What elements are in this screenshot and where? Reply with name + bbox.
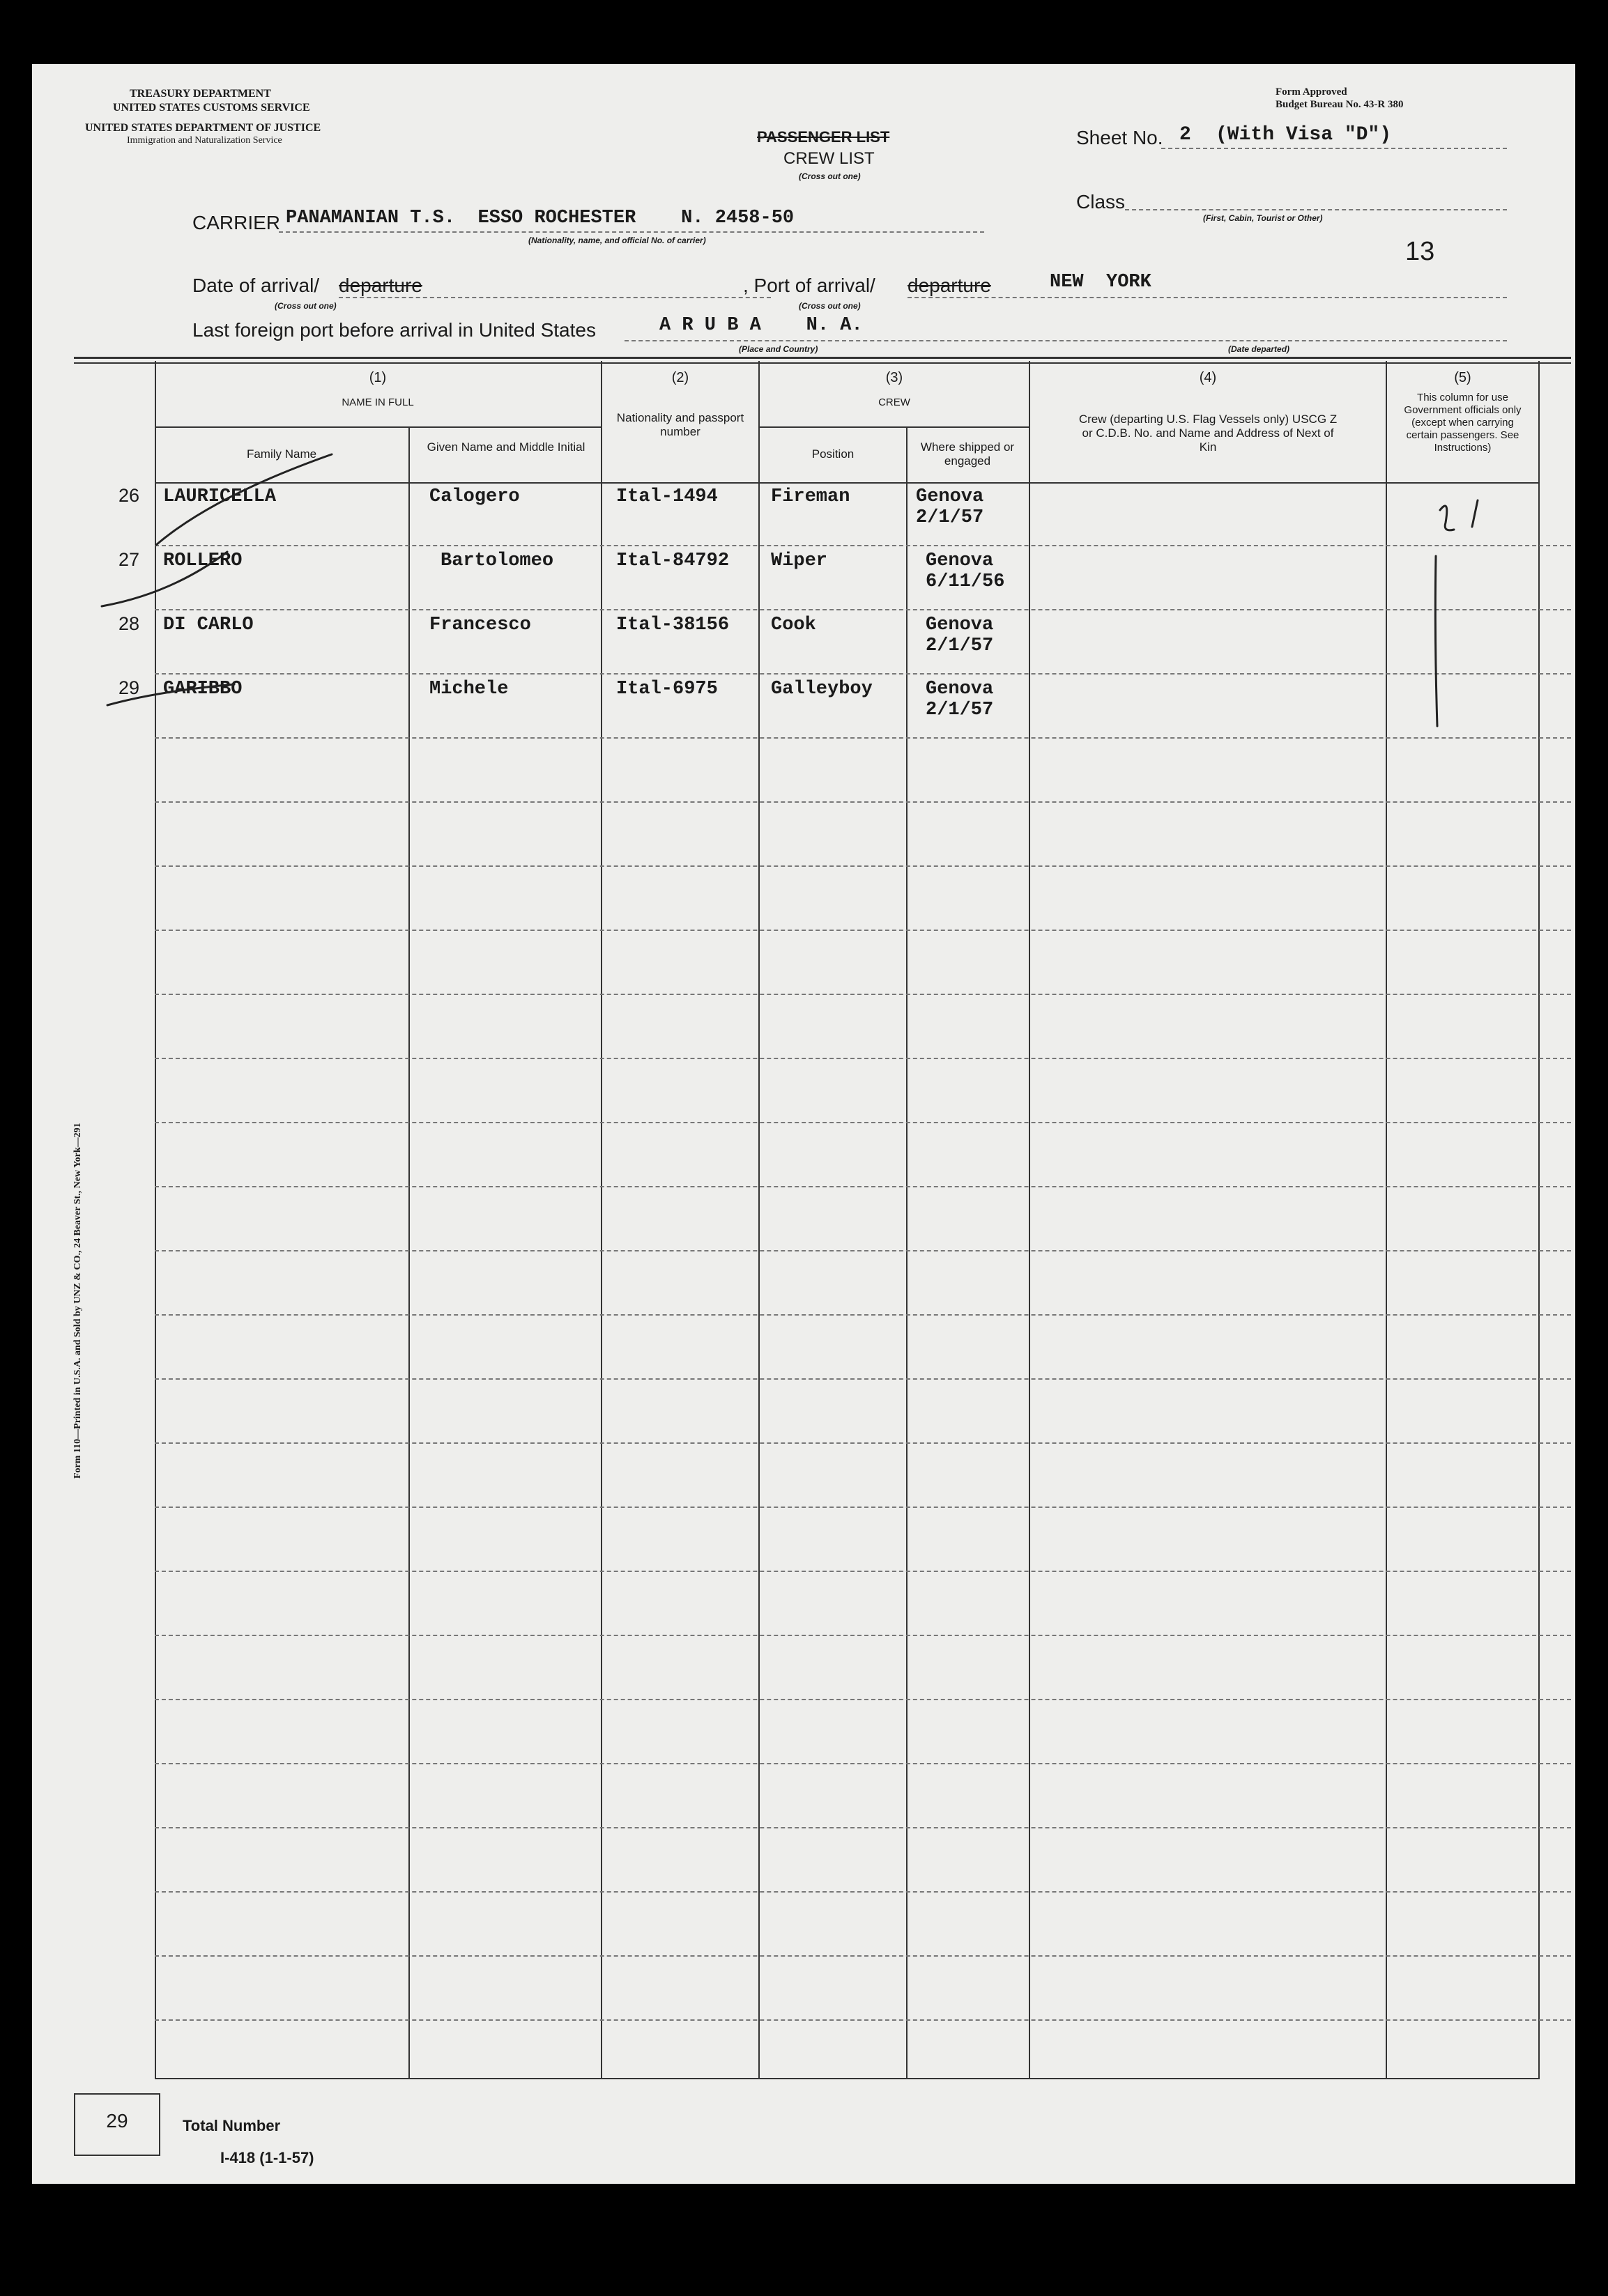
- shipped-date: 2/1/57: [926, 635, 994, 656]
- col5-num: (5): [1454, 370, 1471, 385]
- shipped-place: Genova: [926, 679, 994, 700]
- col3-position-header: Position: [811, 447, 855, 461]
- date-departed-note: (Date departed): [1228, 344, 1290, 354]
- position: Wiper: [771, 550, 828, 571]
- given-name: Calogero: [429, 486, 520, 507]
- printer-note: Form 110—Printed in U.S.A. and Sold by UNZ & CO., 24 Beaver St., New York—291: [72, 1123, 83, 1479]
- port-arrival-label: , Port of arrival/: [743, 275, 875, 296]
- col3-shipped-header: Where shipped or engaged: [920, 440, 1015, 468]
- total-value: 29: [106, 2110, 128, 2132]
- foreign-port-note: (Place and Country): [739, 344, 818, 354]
- col2-title: Nationality and passport number: [616, 411, 744, 438]
- carrier-note: (Nationality, name, and official No. of carrier): [528, 236, 706, 245]
- agency-ins: Immigration and Naturalization Service: [127, 135, 282, 146]
- shipped-place: Genova: [926, 550, 994, 571]
- date-note: (Cross out one): [275, 301, 337, 311]
- list-type-note: (Cross out one): [799, 171, 861, 181]
- class-note: (First, Cabin, Tourist or Other): [1203, 213, 1323, 223]
- row-number: 29: [118, 677, 140, 698]
- total-label: Total Number: [183, 2117, 281, 2134]
- port-note: (Cross out one): [799, 301, 861, 311]
- foreign-port-label: Last foreign port before arrival in United States: [192, 319, 596, 341]
- sheet-number: 2: [1179, 124, 1191, 146]
- agency-customs: UNITED STATES CUSTOMS SERVICE: [113, 102, 310, 114]
- form-code: I-418 (1-1-57): [220, 2149, 314, 2166]
- shipped-date: 6/11/56: [926, 571, 1005, 592]
- col4-title: Crew (departing U.S. Flag Vessels only) USCG Z or C.D.B. No. and Name and Address of Next of Kin: [1078, 413, 1338, 454]
- passport: Ital-38156: [616, 615, 730, 635]
- given-name: Francesco: [429, 615, 531, 635]
- crew-list-title: CREW LIST: [783, 149, 875, 168]
- col5-title: This column for use Government officials only (except when carrying certain passengers. See Instructions): [1404, 392, 1522, 454]
- passenger-list-struck: PASSENGER LIST: [757, 128, 890, 146]
- foreign-port-value: A R U B A N. A.: [659, 315, 863, 336]
- passport: Ital-84792: [616, 550, 730, 571]
- given-name: Michele: [429, 679, 509, 700]
- shipped-date: 2/1/57: [916, 507, 984, 528]
- position: Cook: [771, 615, 816, 635]
- shipped-place: Genova: [926, 615, 994, 635]
- shipped-date: 2/1/57: [926, 700, 994, 721]
- sheet-visa-note: (With Visa "D"): [1216, 124, 1392, 146]
- class-label: Class: [1076, 191, 1126, 213]
- row-number: 26: [118, 485, 140, 506]
- col1-num: (1): [369, 370, 387, 385]
- shipped-place: Genova: [916, 486, 984, 507]
- carrier-label: CARRIER: [192, 212, 281, 233]
- date-arrival-label: Date of arrival/: [192, 275, 320, 296]
- col3-title: CREW: [878, 396, 910, 408]
- date-departure-struck: departure: [339, 275, 422, 296]
- family-name: LAURICELLA: [163, 486, 277, 507]
- family-name: GARIBBO: [163, 679, 243, 700]
- family-name: DI CARLO: [163, 615, 254, 635]
- handwritten-marks: [32, 64, 1575, 2184]
- col1-title: NAME IN FULL: [342, 396, 414, 408]
- col1-family-header: Family Name: [246, 447, 317, 461]
- row-number: 28: [118, 613, 140, 634]
- given-name: Bartolomeo: [441, 550, 554, 571]
- col2-num: (2): [671, 370, 689, 385]
- document-page: [32, 64, 1575, 2184]
- port-departure-struck: departure: [908, 275, 991, 296]
- budget-bureau: Budget Bureau No. 43-R 380: [1276, 99, 1404, 110]
- agency-justice: UNITED STATES DEPARTMENT OF JUSTICE: [85, 122, 321, 134]
- family-name: ROLLERO: [163, 550, 243, 571]
- form-approved: Form Approved: [1276, 86, 1347, 98]
- page-number: 13: [1405, 237, 1435, 266]
- agency-treasury: TREASURY DEPARTMENT: [130, 88, 271, 100]
- position: Fireman: [771, 486, 850, 507]
- col3-num: (3): [885, 370, 903, 385]
- passport: Ital-6975: [616, 679, 718, 700]
- passport: Ital-1494: [616, 486, 718, 507]
- col1-given-header: Given Name and Middle Initial: [427, 440, 585, 454]
- col4-num: (4): [1199, 370, 1217, 385]
- carrier-value: PANAMANIAN T.S. ESSO ROCHESTER N. 2458-50: [286, 208, 795, 229]
- row-number: 27: [118, 549, 140, 570]
- sheet-label: Sheet No.: [1076, 127, 1163, 148]
- position: Galleyboy: [771, 679, 873, 700]
- port-value: NEW YORK: [1050, 272, 1151, 293]
